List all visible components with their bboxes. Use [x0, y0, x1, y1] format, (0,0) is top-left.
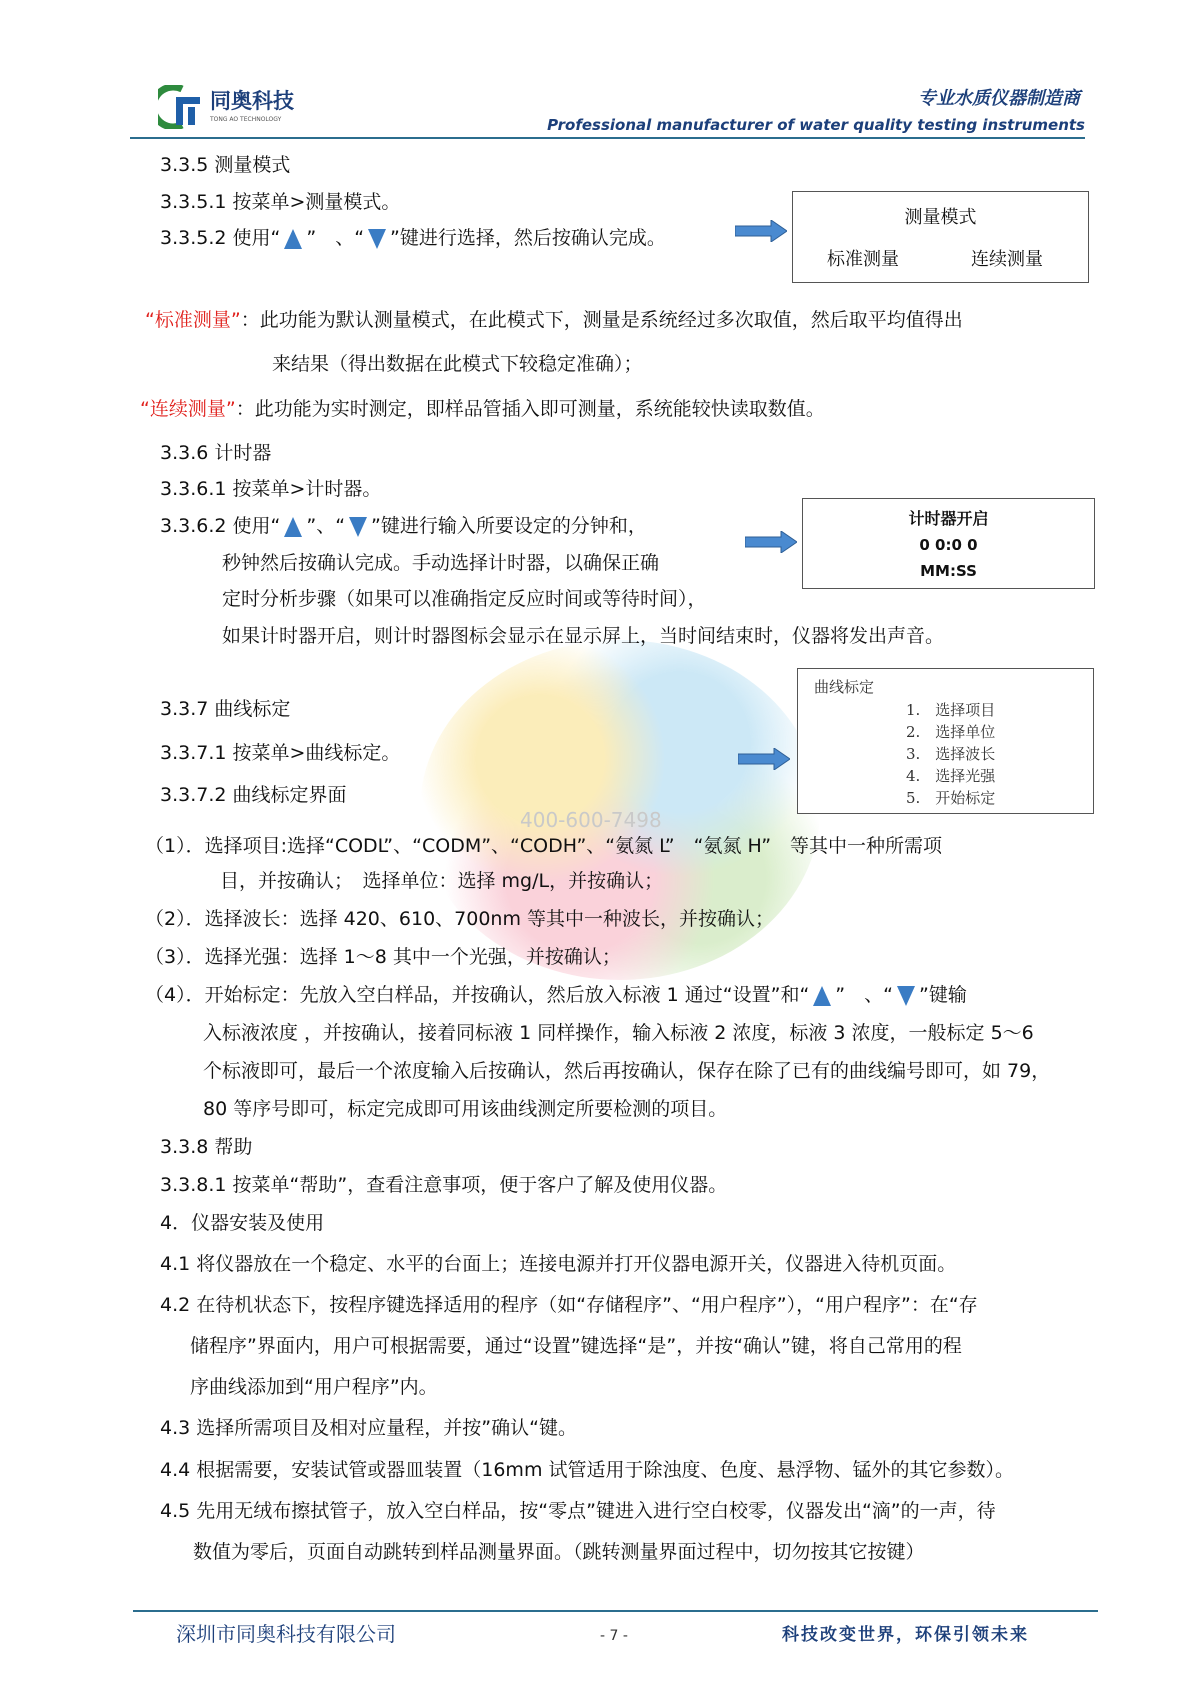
text-line: 4.5 先用无绒布擦拭管子，放入空白样品，按“零点”键进入进行空白校零，仪器发出“滴”的一声，待 — [160, 1500, 996, 1522]
text: ”、“ — [306, 515, 346, 537]
text-line: 个标液即可，最后一个浓度输入后按确认，然后再按确认，保存在除了已有的曲线编号即可，如 79， — [203, 1060, 1051, 1082]
logo-cn: 同奥科技 — [210, 89, 294, 113]
text: ”键进行选择，然后按确认完成。 — [390, 227, 666, 249]
text-line: 3.3.5.1 按菜单>测量模式。 — [160, 191, 401, 213]
text-line: 来结果（得出数据在此模式下较稳定准确）； — [272, 353, 643, 375]
text-line: 80 等序号即可，标定完成即可用该曲线测定所要检测的项目。 — [203, 1098, 728, 1120]
text-line — [140, 397, 825, 421]
text-line: （2）．选择波长：选择 420、610、700nm 等其中一种波长，并按确认； — [145, 908, 775, 930]
text-line: 秒钟然后按确认完成。手动选择计时器，以确保正确 — [222, 552, 660, 574]
screen-measure-mode — [792, 191, 1089, 283]
down-arrow-key-icon — [368, 229, 386, 249]
text: ：此功能为默认测量模式，在此模式下，测量是系统经过多次取值，然后取平均值得出 — [240, 309, 963, 331]
menu-item: 4. 选择光强 — [906, 767, 996, 785]
timer-format: MM:SS — [920, 562, 977, 580]
text-line: 3.3.6.1 按菜单>计时器。 — [160, 478, 382, 500]
section-title: 3.3.8 帮助 — [160, 1136, 253, 1158]
right-arrow-icon — [745, 531, 797, 553]
text: ”键进行输入所要设定的分钟和， — [371, 515, 647, 537]
text: （4）．开始标定：先放入空白样品，并按确认，然后放入标液 1 通过“设置”和“ — [145, 984, 810, 1006]
option-standard: 标准测量 — [827, 249, 899, 270]
text: ” 、“ — [306, 227, 365, 249]
screen-curve-calibration — [797, 668, 1094, 814]
text-line: 4.3 选择所需项目及相对应量程，并按”确认“键。 — [160, 1417, 577, 1439]
text: ：此功能为实时测定，即样品管插入即可测量，系统能较快读取数值。 — [235, 398, 825, 420]
down-arrow-key-icon — [349, 517, 367, 537]
text-line: 序曲线添加到“用户程序”内。 — [190, 1376, 438, 1398]
logo-en: TONG AO TECHNOLOGY — [210, 116, 282, 123]
text-line: 3.3.7.2 曲线标定界面 — [160, 784, 347, 806]
up-arrow-key-icon — [813, 986, 831, 1006]
screen-title: 测量模式 — [904, 207, 977, 228]
text-line: 入标液浓度 ，并按确认，接着同标液 1 同样操作，输入标液 2 浓度，标液 3 浓度，一般标定 5～6 — [203, 1022, 1034, 1044]
screen-timer — [802, 498, 1095, 589]
text: ”键输 — [918, 984, 967, 1006]
text-line: 4.4 根据需要，安装试管或器皿装置（16mm 试管适用于除浊度、色度、悬浮物、锰外的其它参数）。 — [160, 1459, 1014, 1481]
menu-item: 5. 开始标定 — [906, 789, 996, 807]
screen-title: 计时器开启 — [908, 509, 989, 528]
text: 3.3.5.2 使用“ — [160, 227, 281, 249]
text: ” 、“ — [835, 984, 893, 1006]
menu-item: 2. 选择单位 — [906, 723, 996, 741]
text-line: 3.3.7.1 按菜单>曲线标定。 — [160, 742, 401, 764]
section-title: 3.3.7 曲线标定 — [160, 698, 291, 720]
text-line: 4.2 在待机状态下，按程序键选择适用的程序（如“存储程序”、“用户程序”），“用户程序”：在“存 — [160, 1294, 978, 1316]
logo-mark-icon — [158, 85, 206, 129]
footer-company: 深圳市同奥科技有限公司 — [176, 1622, 396, 1646]
text-line: （1）．选择项目:选择“CODL”、“CODM”、“CODH”、“氨氮 L” “氨氮 H” 等其中一种所需项 — [145, 835, 943, 857]
text-line: 储程序”界面内，用户可根据需要，通过“设置”键选择“是”，并按“确认”键，将自己常用的程 — [190, 1335, 962, 1357]
term-label: “标准测量” — [145, 309, 241, 331]
watermark-phone: 400-600-7498 — [520, 808, 662, 832]
text-line: 目，并按确认； 选择单位：选择 mg/L，并按确认； — [220, 870, 664, 892]
text-line: 数值为零后，页面自动跳转到样品测量界面。（跳转测量界面过程中，切勿按其它按键） — [193, 1541, 925, 1563]
section-title: 4．仪器安装及使用 — [160, 1212, 325, 1234]
text-line — [145, 308, 963, 332]
footer-motto: 科技改变世界，环保引领未来 — [782, 1625, 1029, 1645]
text-line: （3）．选择光强：选择 1～8 其中一个光强，并按确认； — [145, 946, 621, 968]
screen-title: 曲线标定 — [814, 678, 875, 696]
header-slogan-cn: 专业水质仪器制造商 — [918, 88, 1080, 109]
header-slogan-en: Professional manufacturer of water quality testing instruments — [547, 116, 1085, 134]
footer-divider — [133, 1610, 1098, 1612]
text-line: 如果计时器开启，则计时器图标会显示在显示屏上，当时间结束时，仪器将发出声音。 — [222, 625, 945, 647]
text: 3.3.6.2 使用“ — [160, 515, 281, 537]
menu-item: 3. 选择波长 — [906, 745, 996, 763]
section-title: 3.3.5 测量模式 — [160, 154, 291, 176]
text-line — [160, 514, 647, 538]
text-line: 4.1 将仪器放在一个稳定、水平的台面上；连接电源并打开仪器电源开关，仪器进入待机页面。 — [160, 1253, 957, 1275]
header-divider — [130, 137, 1085, 139]
term-label: “连续测量” — [140, 398, 236, 420]
option-continuous: 连续测量 — [971, 249, 1043, 270]
right-arrow-icon — [738, 748, 790, 770]
menu-item: 1. 选择项目 — [906, 701, 996, 719]
page-number: - 7 - — [600, 1628, 628, 1644]
up-arrow-key-icon — [284, 229, 302, 249]
timer-value: 0 0:0 0 — [919, 536, 978, 554]
right-arrow-icon — [735, 220, 787, 242]
text-line: 3.3.8.1 按菜单“帮助”，查看注意事项，便于客户了解及使用仪器。 — [160, 1174, 728, 1196]
company-logo — [158, 85, 294, 133]
down-arrow-key-icon — [897, 986, 915, 1006]
text-line: 定时分析步骤（如果可以准确指定反应时间或等待时间）， — [222, 588, 707, 610]
up-arrow-key-icon — [284, 517, 302, 537]
text-line — [145, 983, 967, 1007]
section-title: 3.3.6 计时器 — [160, 442, 272, 464]
text-line — [160, 226, 666, 250]
